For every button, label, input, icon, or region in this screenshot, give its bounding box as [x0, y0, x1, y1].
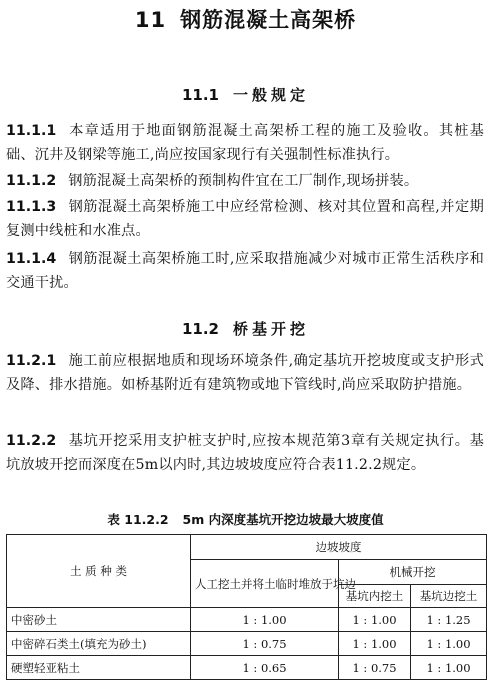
header-manual: 人工挖土并将土临时堆放于坑边 — [191, 560, 339, 608]
header-inside: 基坑内挖土 — [339, 585, 411, 608]
cell-manual: 1 : 0.75 — [191, 632, 339, 656]
table-caption-text: 5m 内深度基坑开挖边坡最大坡度值 — [182, 512, 384, 527]
table-number: 表 11.2.2 — [107, 512, 169, 527]
section-title-text: 桥基开挖 — [233, 320, 310, 338]
cell-inside: 1 : 1.00 — [339, 632, 411, 656]
cell-inside: 1 : 0.75 — [339, 656, 411, 680]
clause — [6, 196, 484, 243]
clause-text: 钢筋混凝土高架桥的预制构件宜在工厂制作,现场拼装。 — [68, 173, 419, 189]
slope-table — [6, 534, 487, 680]
table-row — [7, 632, 487, 656]
table-caption — [0, 510, 491, 528]
cell-manual: 1 : 0.65 — [191, 656, 339, 680]
section-title — [0, 318, 491, 339]
table-row — [7, 608, 487, 632]
header-soil-type: 土 质 种 类 — [7, 535, 191, 608]
section-title — [0, 84, 491, 105]
clause-text: 基坑开挖采用支护桩支护时,应按本规范第3章有关规定执行。基坑放坡开挖而深度在5m以内时,其边坡坡度应符合表11.2.2规定。 — [6, 433, 484, 473]
clause-text: 本章适用于地面钢筋混凝土高架桥工程的施工及验收。其桩基础、沉井及钢梁等施工,尚应按国家现行有关强制性标准执行。 — [6, 123, 484, 163]
clause-text: 钢筋混凝土高架桥施工时,应采取措施减少对城市正常生活秩序和交通干扰。 — [6, 251, 484, 291]
clause-text: 施工前应根据地质和现场环境条件,确定基坑开挖坡度或支护形式及降、排水措施。如桥基附近有建筑物或地下管线时,尚应采取防护措施。 — [6, 353, 484, 393]
clause — [6, 120, 484, 167]
header-mechanical: 机械开挖 — [339, 560, 487, 585]
clause — [6, 430, 484, 477]
cell-soil: 硬塑轻亚粘土 — [7, 656, 191, 680]
clause — [6, 170, 484, 194]
table-row — [7, 656, 487, 680]
chapter-title — [0, 4, 491, 34]
clause-number: 11.2.2 — [6, 433, 57, 449]
clause — [6, 350, 484, 397]
cell-soil: 中密砂土 — [7, 608, 191, 632]
cell-inside: 1 : 1.00 — [339, 608, 411, 632]
clause-number: 11.1.1 — [6, 123, 57, 139]
clause-number: 11.2.1 — [6, 353, 57, 369]
cell-manual: 1 : 1.00 — [191, 608, 339, 632]
cell-edge: 1 : 1.25 — [411, 608, 487, 632]
header-edge: 基坑边挖土 — [411, 585, 487, 608]
chapter-number: 11 — [134, 8, 167, 32]
section-number: 11.2 — [181, 320, 219, 338]
clause — [6, 248, 484, 295]
header-slope: 边坡坡度 — [191, 535, 487, 560]
chapter-title-text: 钢筋混凝土高架桥 — [180, 8, 357, 32]
section-title-text: 一般规定 — [233, 86, 310, 104]
section-number: 11.1 — [181, 86, 219, 104]
clause-number: 11.1.3 — [6, 199, 57, 215]
cell-edge: 1 : 1.00 — [411, 632, 487, 656]
cell-soil: 中密碎石类土(填充为砂土) — [7, 632, 191, 656]
cell-edge: 1 : 1.00 — [411, 656, 487, 680]
clause-text: 钢筋混凝土高架桥施工中应经常检测、核对其位置和高程,并定期复测中线桩和水准点。 — [6, 199, 484, 239]
clause-number: 11.1.2 — [6, 173, 57, 189]
clause-number: 11.1.4 — [6, 251, 57, 267]
